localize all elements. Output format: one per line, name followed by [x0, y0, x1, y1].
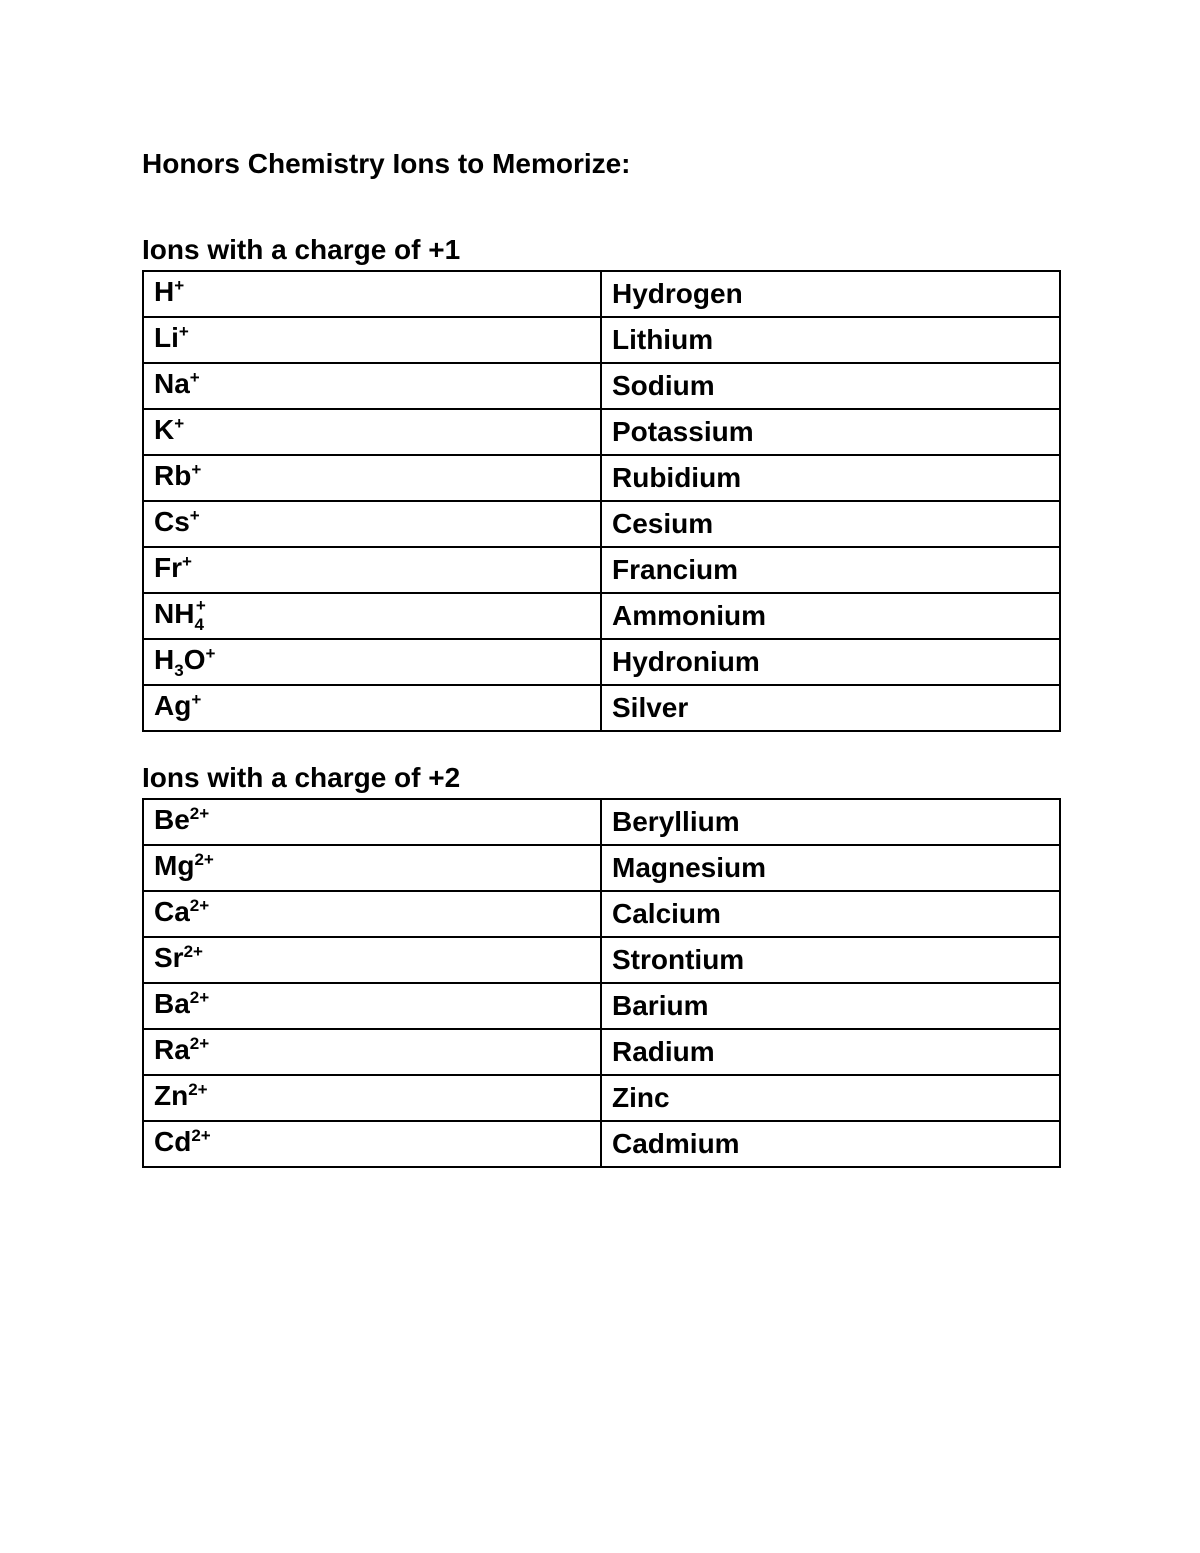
ion-symbol-base: H [154, 644, 175, 675]
table-row [143, 845, 1060, 891]
ion-symbol-cell [143, 937, 601, 983]
ion-symbol-base: Ag [154, 690, 192, 721]
ion-symbol-cell [143, 547, 601, 593]
table-row [143, 363, 1060, 409]
ion-symbol-cell [143, 845, 601, 891]
ion-symbol-base: Rb [154, 460, 192, 491]
ion-name-cell: Hydronium [601, 639, 1060, 685]
ion-charge-superscript: 2+ [183, 942, 203, 961]
table-row [143, 983, 1060, 1029]
table-row [143, 937, 1060, 983]
ion-name-cell: Calcium [601, 891, 1060, 937]
ion-symbol-cell [143, 685, 601, 731]
ion-symbol-base: Cs [154, 506, 190, 537]
table-row [143, 455, 1060, 501]
ion-name-cell: Beryllium [601, 799, 1060, 845]
ion-symbol-subscript: 4 [194, 615, 204, 634]
ion-symbol-cell [143, 1075, 601, 1121]
section-heading-plus-two: Ions with a charge of +2 [142, 762, 461, 793]
ions-table-plus-two [142, 798, 1061, 1168]
ion-name-cell: Lithium [601, 317, 1060, 363]
ion-charge-superscript: + [205, 644, 216, 663]
ion-symbol-cell [143, 639, 601, 685]
ion-name-cell: Strontium [601, 937, 1060, 983]
ion-symbol-cell [143, 593, 601, 639]
ion-symbol-cell [143, 317, 601, 363]
ion-symbol-base: Cd [154, 1126, 192, 1157]
ion-charge-superscript: 2+ [189, 896, 210, 915]
table-row [143, 1075, 1060, 1121]
table-row [143, 1121, 1060, 1167]
ion-name-cell: Cesium [601, 501, 1060, 547]
ion-name-cell: Radium [601, 1029, 1060, 1075]
ion-symbol-cell [143, 983, 601, 1029]
ion-charge-superscript: 2+ [191, 1126, 211, 1145]
table-row [143, 1029, 1060, 1075]
ion-symbol-base: K [154, 414, 175, 445]
table-row [143, 891, 1060, 937]
ion-charge-superscript: 2+ [189, 988, 210, 1007]
ion-symbol-cell [143, 1121, 601, 1167]
ion-symbol-base: Be [154, 804, 190, 835]
ion-symbol-cell [143, 455, 601, 501]
ion-charge-superscript: 2+ [194, 850, 214, 869]
ion-charge-superscript: + [189, 506, 200, 525]
table-row [143, 271, 1060, 317]
ion-name-cell: Francium [601, 547, 1060, 593]
ion-symbol-cell [143, 409, 601, 455]
ions-table-body [143, 799, 1060, 1167]
ion-name-cell: Magnesium [601, 845, 1060, 891]
table-row [143, 409, 1060, 455]
ion-symbol-base: Na [154, 368, 190, 399]
ion-symbol-base: Ba [154, 988, 190, 1019]
ion-charge-superscript: + [174, 276, 185, 295]
ion-symbol-base: Zn [154, 1080, 189, 1111]
ion-symbol-base: Sr [154, 942, 184, 973]
ion-charge-superscript: 2+ [189, 1034, 210, 1053]
section-heading-plus-one: Ions with a charge of +1 [142, 234, 461, 265]
table-row [143, 501, 1060, 547]
ion-charge-superscript: + [189, 368, 200, 387]
table-row [143, 593, 1060, 639]
ion-name-cell: Cadmium [601, 1121, 1060, 1167]
ion-charge-superscript: + [178, 322, 189, 341]
ion-symbol-base: H [154, 276, 175, 307]
ion-symbol-cell [143, 501, 601, 547]
ion-symbol-tail: O [183, 644, 206, 675]
ion-symbol-cell [143, 891, 601, 937]
ion-symbol-base: Ra [154, 1034, 190, 1065]
ion-symbol-cell [143, 363, 601, 409]
table-row [143, 547, 1060, 593]
ion-name-cell: Potassium [601, 409, 1060, 455]
ion-charge-superscript: + [191, 690, 202, 709]
ion-name-cell: Silver [601, 685, 1060, 731]
ion-symbol-base: NH [154, 598, 195, 629]
table-row [143, 317, 1060, 363]
ion-name-cell: Zinc [601, 1075, 1060, 1121]
ion-charge-superscript: + [195, 596, 206, 615]
ion-charge-superscript: + [182, 552, 192, 571]
ion-charge-superscript: 2+ [189, 804, 210, 823]
ion-name-cell: Hydrogen [601, 271, 1060, 317]
table-row [143, 639, 1060, 685]
ion-name-cell: Barium [601, 983, 1060, 1029]
table-row [143, 685, 1060, 731]
ion-charge-superscript: + [191, 460, 202, 479]
ion-name-cell: Rubidium [601, 455, 1060, 501]
ion-symbol-subscript: 3 [174, 661, 184, 680]
table-row [143, 799, 1060, 845]
ion-symbol-base: Fr [154, 552, 182, 583]
ion-symbol-cell [143, 271, 601, 317]
ion-name-cell: Sodium [601, 363, 1060, 409]
ion-symbol-cell [143, 1029, 601, 1075]
ion-symbol-base: Mg [154, 850, 195, 881]
ion-symbol-base: Li [154, 322, 179, 353]
ion-symbol-cell [143, 799, 601, 845]
ions-table-body [143, 271, 1060, 731]
ion-symbol-base: Ca [154, 896, 190, 927]
ion-name-cell: Ammonium [601, 593, 1060, 639]
ions-table-plus-one [142, 270, 1061, 732]
ion-charge-superscript: 2+ [188, 1080, 208, 1099]
document-title: Honors Chemistry Ions to Memorize: [142, 148, 631, 179]
ion-charge-superscript: + [174, 414, 185, 433]
